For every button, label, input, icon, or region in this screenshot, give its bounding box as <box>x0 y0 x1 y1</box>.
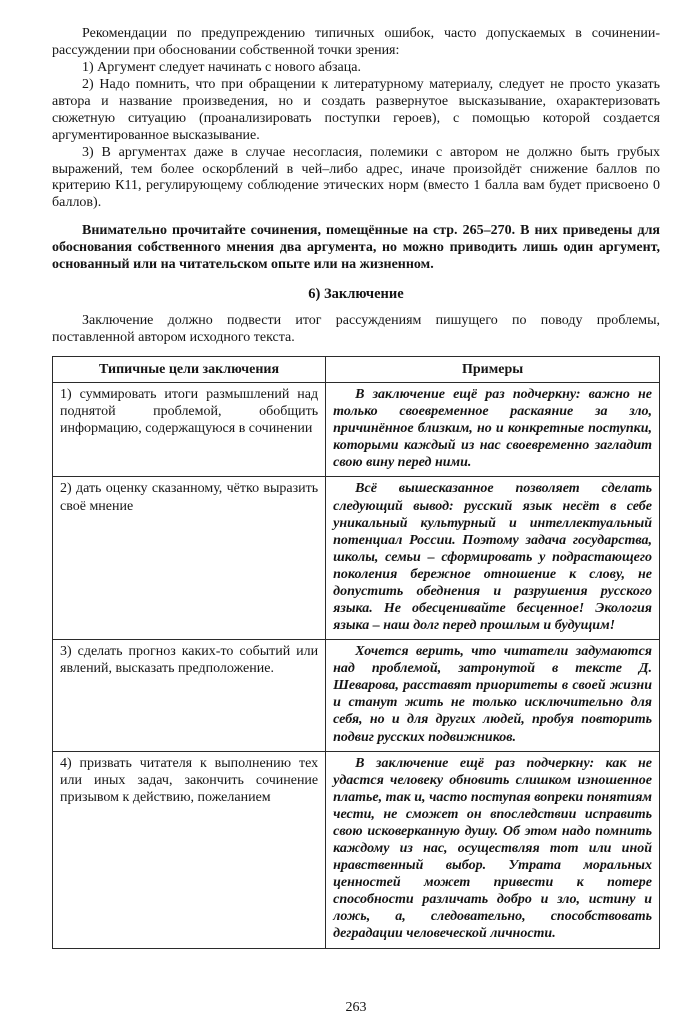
table-row-4 <box>53 751 660 948</box>
section-lead-paragraph: Заключение должно подвести итог рассуждениям пишущего по поводу проблемы, поставленной автором исходного текста. <box>52 313 660 346</box>
table-row-3 <box>53 640 660 751</box>
table-row-2 <box>53 477 660 640</box>
table-header-row <box>53 357 660 383</box>
goal-cell-4: 4) призвать читателя к выполнению тех или иных задач, закончить сочинение призывом к действию, пожеланием <box>53 751 326 948</box>
goal-cell-3: 3) сделать прогноз каких-то событий или явлений, высказать предположение. <box>53 640 326 751</box>
example-cell-4: В заключение ещё раз подчеркну: как не удастся человеку обновить слишком изношенное платье, так и, часто поступая вопреки понятиям чести, не сможет он впоследствии исправить свою исковерканную душу. Об этом надо помнить каждому из нас, осуществляя тот или иной нравственный выбор. Утрата моральных ценностей может привести к потере способности различать добро и зло, истину и ложь, а, следовательно, способствовать деградации человеческой личности. <box>326 751 660 948</box>
example-cell-1: В заключение ещё раз подчеркну: важно не только своевременное раскаяние за зло, причинённое близким, но и конкретные поступки, которыми каждый из нас своевременно загладит свою вину перед ними. <box>326 383 660 477</box>
recommendation-item-2: 2) Надо помнить, что при обращении к литературному материалу, следует не просто указать автора и название произведения, но и создать развернутое высказывание, охарактеризовать сюжетную ситуацию (проанализировать поступки героев), с помощью которой создается аргументированное высказывание. <box>52 76 660 143</box>
section-heading: 6) Заключение <box>308 286 404 303</box>
conclusion-goals-table <box>52 356 660 949</box>
recommendation-item-1: 1) Аргумент следует начинать с нового абзаца. <box>82 59 361 75</box>
goal-cell-1: 1) суммировать итоги размышлений над поднятой проблемой, обобщить информацию, содержащуюся в сочинении <box>53 383 326 477</box>
bold-note-paragraph: Внимательно прочитайте сочинения, помещённые на стр. 265–270. В них приведены для обоснования собственного мнения два аргумента, но можно приводить лишь один аргумент, основанный или на читательском опыте или на жизненном. <box>52 223 660 273</box>
goal-cell-2: 2) дать оценку сказанному, чётко выразить своё мнение <box>53 477 326 640</box>
column-header-goals: Типичные цели заключения <box>53 357 326 383</box>
recommendation-item-3: 3) В аргументах даже в случае несогласия, полемики с автором не должно быть грубых выражений, тем более оскорблений в чей–либо адрес, иначе произойдёт снижение баллов по критерию К11, регулирующему соблюдение этических норм (вместо 1 балла вам будет присвоено 0 баллов). <box>52 144 660 211</box>
page-number: 263 <box>345 1000 367 1015</box>
example-cell-2: Всё вышесказанное позволяет сделать следующий вывод: русский язык несёт в себе уникальный культурный и интеллектуальный потенциал России. Поэтому задача государства, школы, семьи – сформировать у подрастающего поколения бережное отношение к слову, не допустить обеднения и разрушения русского языка. Не обесценивайте бесценное! Экология языка – наш долг перед прошлым и будущим! <box>326 477 660 640</box>
column-header-examples: Примеры <box>326 357 660 383</box>
table-row-1 <box>53 383 660 477</box>
recommendations-intro: Рекомендации по предупреждению типичных ошибок, часто допускаемых в сочинении-рассуждении при обосновании собственной точки зрения: <box>52 26 660 58</box>
example-cell-3: Хочется верить, что читатели задумаются над проблемой, затронутой в тексте Д. Шеварова, расставят приоритеты в своей жизни и станут жить не только исключительно для себя, но и для других людей, пробуя повторить подвиг русских подвижников. <box>326 640 660 751</box>
